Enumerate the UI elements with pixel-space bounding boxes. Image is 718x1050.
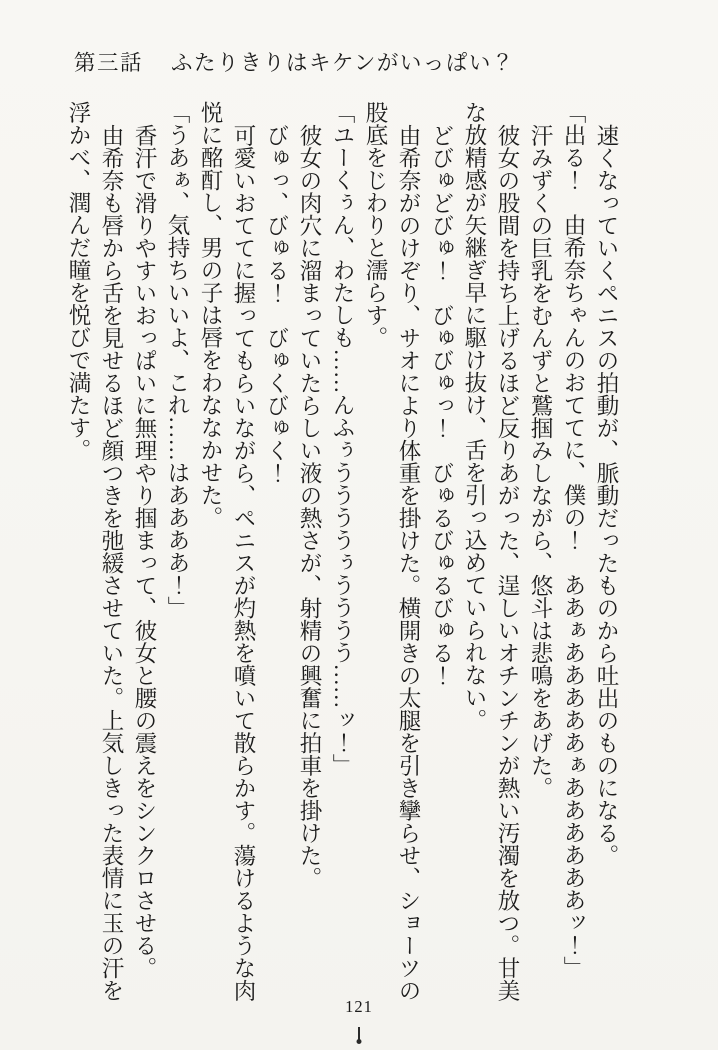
chapter-number: 第三話 [74,51,144,75]
running-head [74,46,515,77]
paragraph: どびゅどびゅ！ びゅびゅっ！ びゅるびゅるびゅる！ [429,123,454,686]
paragraph: 「出る！ 由希奈ちゃんのおててに、僕の！ ああぁあああああぁああああああッ！」 [561,101,586,979]
paragraph: 「うあぁ、気持ちいいよ、これ……はああああ！」 [165,101,190,619]
paragraph: 香汗で滑りやすいおっぱいに無理やり掴まって、彼女と腰の震えをシンクロさせる。 [132,123,157,979]
paragraph: 可愛いおててに握ってもらいながら、ペニスが灼熱を噴いて散らかす。蕩けるような肉悦に酩酊し、男の子は唇をわななかせた。 [198,101,256,1001]
paragraph: びゅっ、びゅる！ びゅくびゅく！ [264,123,289,484]
paragraph: 彼女の股間を持ち上げるほど反りあがった、逞しいオチンチンが熱い汚濁を放つ。甘美な放精感が矢継ぎ早に駆け抜け、舌を引っ込めていられない。 [462,101,520,1001]
paragraph: 彼女の肉穴に溜まっていたらしい液の熱さが、射精の興奮に拍車を掛けた。 [297,123,322,889]
page-number: 121 [345,997,373,1016]
chapter-title: ふたりきりはキケンがいっぱい？ [170,51,515,75]
paragraph: 「ユーくぅん、わたしも……んふぅううううぅうううう……ッ！」 [330,101,355,776]
paragraph: 由希奈も唇から舌を見せるほど顔つきを弛緩させていた。上気しきった表情に玉の汗を浮かべ、潤んだ瞳を悦びで満たす。 [66,101,124,1001]
paragraph: 由希奈がのけぞり、サオにより体重を掛けた。横開きの太腿を引き攣らせ、ショーツの股底をじわりと濡らす。 [363,101,421,1001]
paragraph: 速くなっていくペニスの拍動が、脈動だったものから吐出のものになる。 [594,123,619,866]
ornament-dot [357,1039,362,1044]
page-ornament-icon [356,1027,362,1047]
text-body [62,101,623,1001]
paragraph: 汗みずくの巨乳をむんずと鷲掴みしながら、悠斗は悲鳴をあげた。 [528,123,553,799]
